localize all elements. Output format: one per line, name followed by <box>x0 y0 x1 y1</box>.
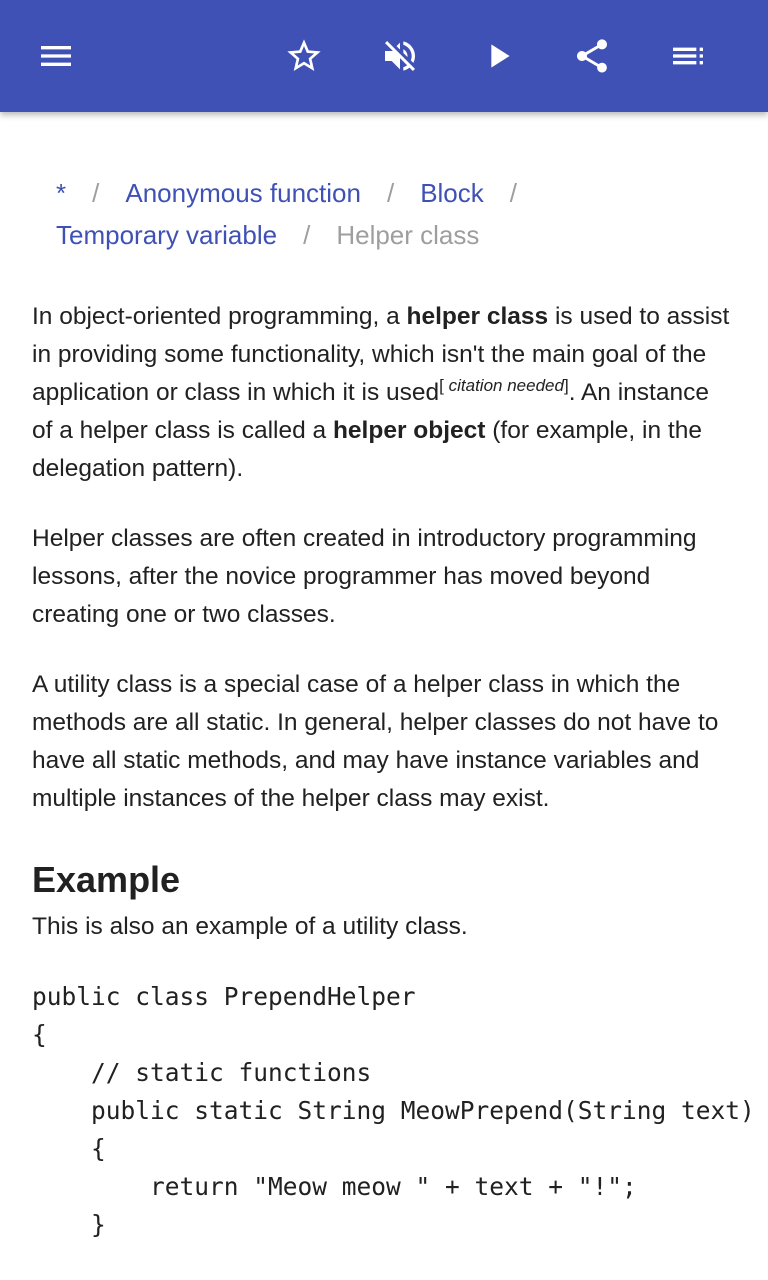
breadcrumb-separator: / <box>509 178 517 208</box>
intro-text-2: is used to assist in providing some functionality, which isn't the main goal of the application or class in which it is used <box>32 303 730 406</box>
section-heading-example: Example <box>32 859 181 900</box>
share-icon[interactable] <box>568 32 616 80</box>
intro-text-4: (for example, in the delegation pattern). <box>32 417 702 482</box>
breadcrumb-item-root[interactable]: * <box>56 178 67 208</box>
citation-needed-note[interactable] <box>439 376 569 395</box>
citation-needed-text: citation needed <box>443 376 564 395</box>
intro-text-1: In object-oriented programming, a <box>32 303 407 330</box>
volume-off-icon[interactable] <box>376 32 424 80</box>
breadcrumb-separator: / <box>92 178 100 208</box>
intro-text-3: . An instance of a helper class is called a <box>32 379 709 444</box>
breadcrumb-separator: / <box>303 220 311 250</box>
breadcrumb-item-anonymous-function[interactable]: Anonymous function <box>125 178 361 208</box>
play-icon[interactable] <box>474 32 522 80</box>
star-outline-icon[interactable] <box>280 32 328 80</box>
paragraph-helper-lessons: Helper classes are often created in introductory programming lessons, after the novice programmer has moved beyond creating one or two classes. <box>32 525 697 628</box>
term-helper-class: helper class <box>406 303 549 330</box>
table-of-contents-icon[interactable] <box>664 32 712 80</box>
term-helper-object: helper object <box>332 417 486 444</box>
breadcrumb-item-temporary-variable[interactable]: Temporary variable <box>56 220 278 250</box>
app-bar <box>0 0 768 112</box>
breadcrumb-current-page: Helper class <box>336 220 480 250</box>
intro-paragraph <box>32 298 736 488</box>
citation-open-bracket: [ <box>439 376 444 395</box>
breadcrumb-item-block[interactable]: Block <box>420 178 484 208</box>
citation-close-bracket: ] <box>563 376 569 395</box>
paragraph-utility-class: A utility class is a special case of a helper class in which the methods are all static. In general, helper classes do not have to have all static methods, and may have instance variables and multiple instances of the helper class may exist. <box>32 671 719 812</box>
breadcrumb-separator: / <box>386 178 395 208</box>
code-block: public class PrependHelper { // static functions public static String MeowPrepend(String text) { return "Meow meow " + text + "!"; } <box>32 982 755 1239</box>
breadcrumb <box>56 172 736 256</box>
hamburger-menu-icon[interactable] <box>32 32 80 80</box>
paragraph-example-intro: This is also an example of a utility class. <box>32 913 468 940</box>
